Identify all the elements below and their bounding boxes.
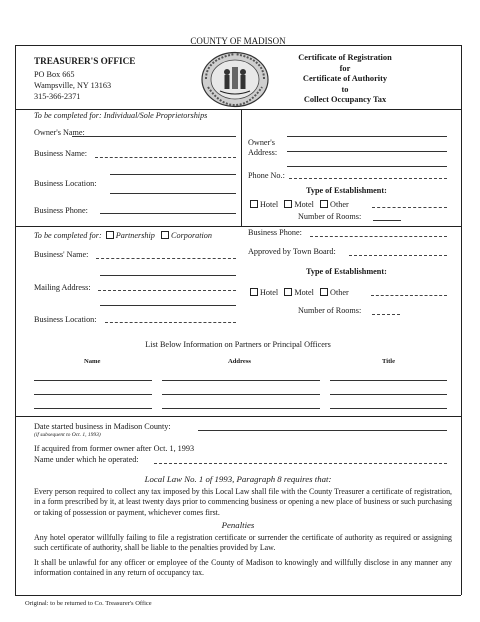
owners-address-field-2[interactable] — [287, 151, 447, 152]
other-field-1[interactable] — [372, 207, 447, 208]
county-seal-icon — [200, 51, 270, 108]
partner-address-3[interactable] — [162, 408, 320, 409]
partner-name-2[interactable] — [34, 394, 152, 395]
law-heading: Local Law No. 1 of 1993, Paragraph 8 requires that: — [144, 474, 332, 484]
rooms-label-1: Number of Rooms: — [298, 212, 362, 221]
date-started-field[interactable] — [198, 430, 447, 431]
col-title-header: Title — [382, 358, 396, 365]
business-location-label-2: Business Location: — [34, 315, 97, 324]
approved-label: Approved by Town Board: — [248, 247, 336, 256]
section1-divider — [15, 226, 461, 227]
business-location-label: Business Location: — [34, 179, 97, 188]
motel-checkbox-2[interactable] — [284, 288, 292, 296]
office-address-1: PO Box 665 — [34, 70, 75, 79]
section1-vertical-divider — [241, 110, 242, 226]
partner-name-1[interactable] — [34, 380, 152, 381]
business-phone-label: Business Phone: — [34, 206, 88, 215]
acquired-label: If acquired from former owner after Oct. 1, 1993 — [34, 444, 195, 453]
rooms-field-2[interactable] — [372, 314, 400, 315]
date-note: (if subsequent to Oct. 1, 1993) — [34, 432, 101, 438]
mailing-address-field-3[interactable] — [100, 305, 236, 306]
partner-title-2[interactable] — [330, 394, 447, 395]
partner-address-2[interactable] — [162, 394, 320, 395]
penalty-text-2: It shall be unlawful for any officer or employee of the County of Madison to knowingly and willfully disclose in any manner any information contained in any return of occupancy tax. — [34, 558, 452, 578]
business-phone-field[interactable] — [100, 213, 236, 214]
office-phone: 315-366-2371 — [34, 92, 81, 101]
header-divider — [15, 109, 461, 110]
penalties-heading: Penalties — [221, 520, 255, 530]
mailing-address-field-1[interactable] — [100, 275, 236, 276]
type-heading-1: Type of Establishment: — [306, 186, 387, 195]
business-location-field-3[interactable] — [105, 322, 236, 323]
phone-no-label: Phone No.: — [248, 171, 285, 180]
business-name-label: Business Name: — [34, 149, 87, 158]
hotel-checkbox-2[interactable] — [250, 288, 258, 296]
mailing-address-field-2[interactable] — [98, 290, 236, 291]
owners-address-field-3[interactable] — [287, 166, 447, 167]
business-location-field-2[interactable] — [110, 193, 236, 194]
right-border — [461, 45, 462, 595]
bottom-border — [15, 595, 461, 596]
business-phone-field-2[interactable] — [310, 236, 447, 237]
business-name-field[interactable] — [95, 157, 236, 158]
partners-divider — [15, 416, 461, 417]
motel-checkbox[interactable] — [284, 200, 292, 208]
type-options-1: Hotel Motel Other — [250, 200, 349, 209]
left-border — [15, 45, 16, 595]
office-address-2: Wampsville, NY 13163 — [34, 81, 112, 90]
rooms-label-2: Number of Rooms: — [298, 306, 362, 315]
operated-name-label: Name under which he operated: — [34, 455, 139, 464]
other-checkbox-2[interactable] — [320, 288, 328, 296]
penalty-text-1: Any hotel operator willfully failing to file a registration certificate or surrender the certificate of authority as required or assigning such certificate of authority, shall be liable to the penalties provided by Law. — [34, 533, 452, 553]
partnership-checkbox[interactable] — [106, 231, 114, 239]
county-title: COUNTY OF MADISON — [190, 36, 286, 46]
owners-address-field-1[interactable] — [287, 136, 447, 137]
business-name-label-2: Business' Name: — [34, 250, 89, 259]
owners-name-label: Owner's Name: — [34, 128, 85, 137]
col-name-header: Name — [84, 358, 101, 365]
partner-address-1[interactable] — [162, 380, 320, 381]
owners-address-label-2: Address: — [248, 148, 278, 157]
operated-name-field[interactable] — [154, 463, 447, 464]
col-address-header: Address — [228, 358, 251, 365]
law-text: Every person required to collect any tax imposed by this Local Law shall file with the County Treasurer a certificate of registration, in a form prescribed by it, at least twenty days prior to commencing business or opening a new place of business or such purchasing or taking of possession or payment, whichever comes first. — [34, 487, 452, 517]
type-heading-2: Type of Establishment: — [306, 267, 387, 276]
business-phone-label-2: Business Phone: — [248, 228, 302, 237]
partner-name-3[interactable] — [34, 408, 152, 409]
section2-heading: To be completed for: Partnership Corporation — [34, 231, 212, 240]
corporation-checkbox[interactable] — [161, 231, 169, 239]
partner-title-3[interactable] — [330, 408, 447, 409]
mailing-address-label: Mailing Address: — [34, 283, 91, 292]
certificate-title: Certificate of Registration for Certificate of Authority to Collect Occupancy Tax — [298, 53, 392, 104]
phone-no-field[interactable] — [289, 178, 447, 179]
hotel-checkbox[interactable] — [250, 200, 258, 208]
partners-heading: List Below Information on Partners or Principal Officers — [145, 340, 331, 349]
business-name-field-2[interactable] — [96, 258, 236, 259]
approved-field[interactable] — [349, 255, 447, 256]
partner-title-1[interactable] — [330, 380, 447, 381]
owners-name-field[interactable] — [72, 136, 236, 137]
other-checkbox[interactable] — [320, 200, 328, 208]
type-options-2: Hotel Motel Other — [250, 288, 349, 297]
office-name: TREASURER'S OFFICE — [34, 56, 136, 66]
owners-address-label-1: Owner's — [248, 138, 275, 147]
other-field-2[interactable] — [371, 295, 447, 296]
section1-heading: To be completed for: Individual/Sole Proprietorships — [34, 111, 208, 120]
date-started-label: Date started business in Madison County: — [34, 422, 171, 431]
rooms-field-1[interactable] — [373, 220, 401, 221]
business-location-field-1[interactable] — [110, 174, 236, 175]
footer-note: Original: to be returned to Co. Treasurer's Office — [25, 600, 152, 607]
